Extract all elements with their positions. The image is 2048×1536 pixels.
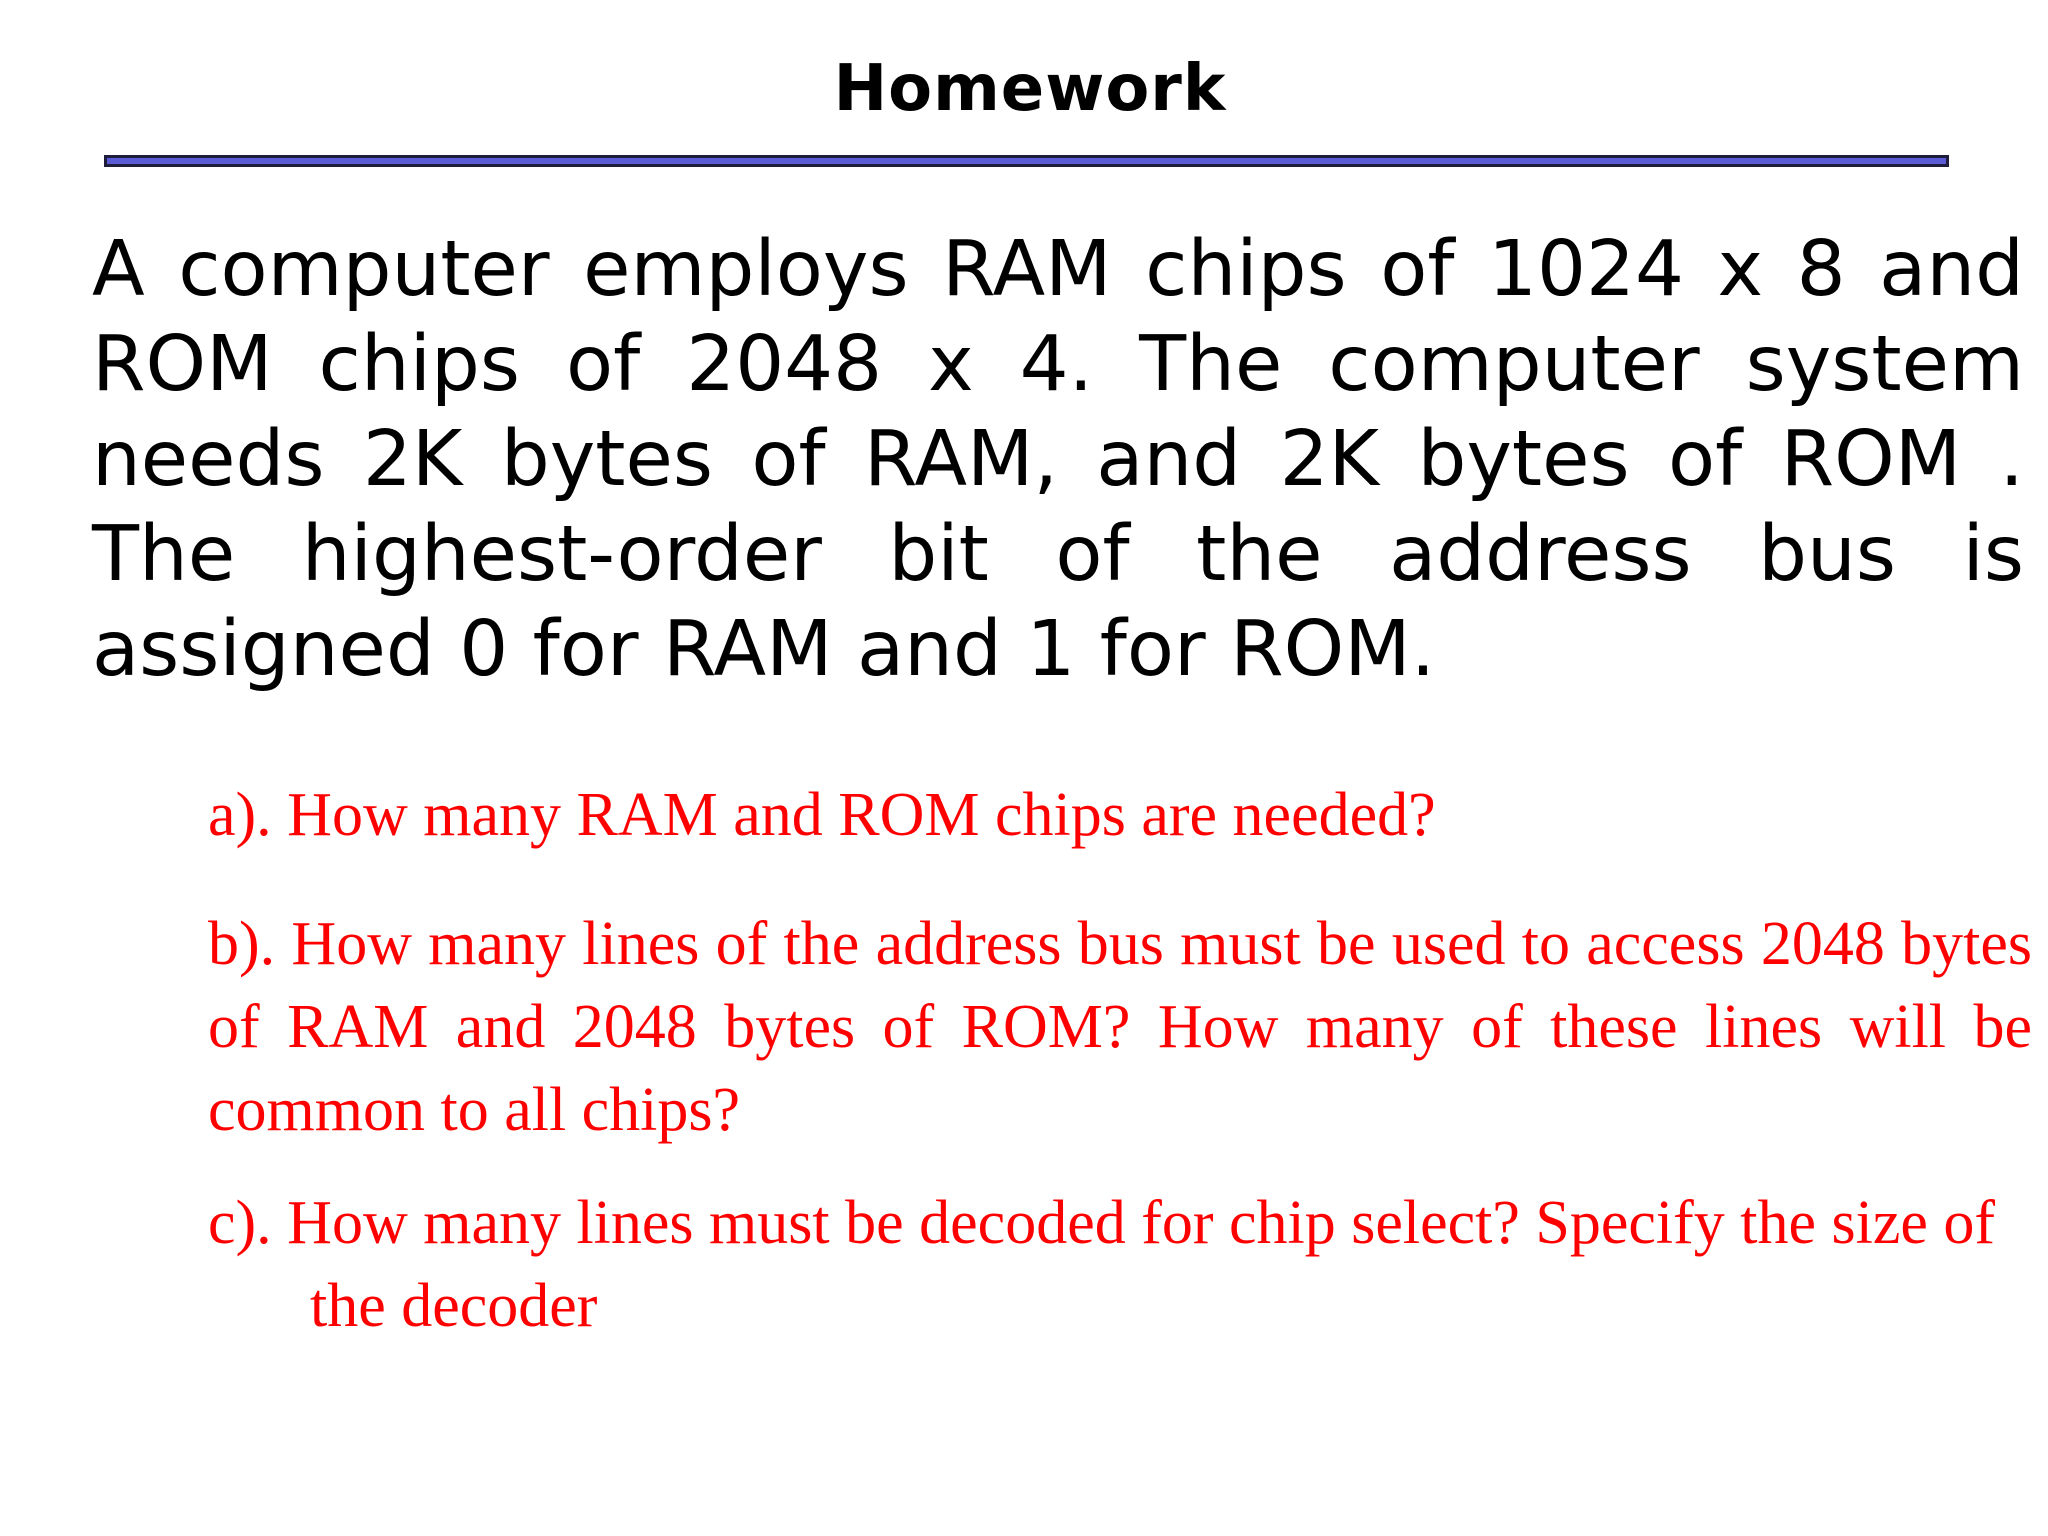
question-a: a). How many RAM and ROM chips are needed? (208, 781, 1436, 849)
problem-statement: A computer employs RAM chips of 1024 x 8 and ROM chips of 2048 x 4. The computer system needs 2K bytes of RAM, and 2K bytes of ROM . The highest-order bit of the address bus is assigned 0 for RAM and 1 for ROM. (92, 225, 2024, 694)
question-b: b). How many lines of the address bus must be used to access 2048 bytes of RAM and 2048 bytes of ROM? How many of these lines will be common to all chips? (208, 910, 2032, 1144)
slide-title: Homework (833, 52, 1227, 126)
title-divider (104, 155, 1949, 167)
question-c: c). How many lines must be decoded for chip select? Specify the size of the decoder (208, 1189, 1996, 1340)
